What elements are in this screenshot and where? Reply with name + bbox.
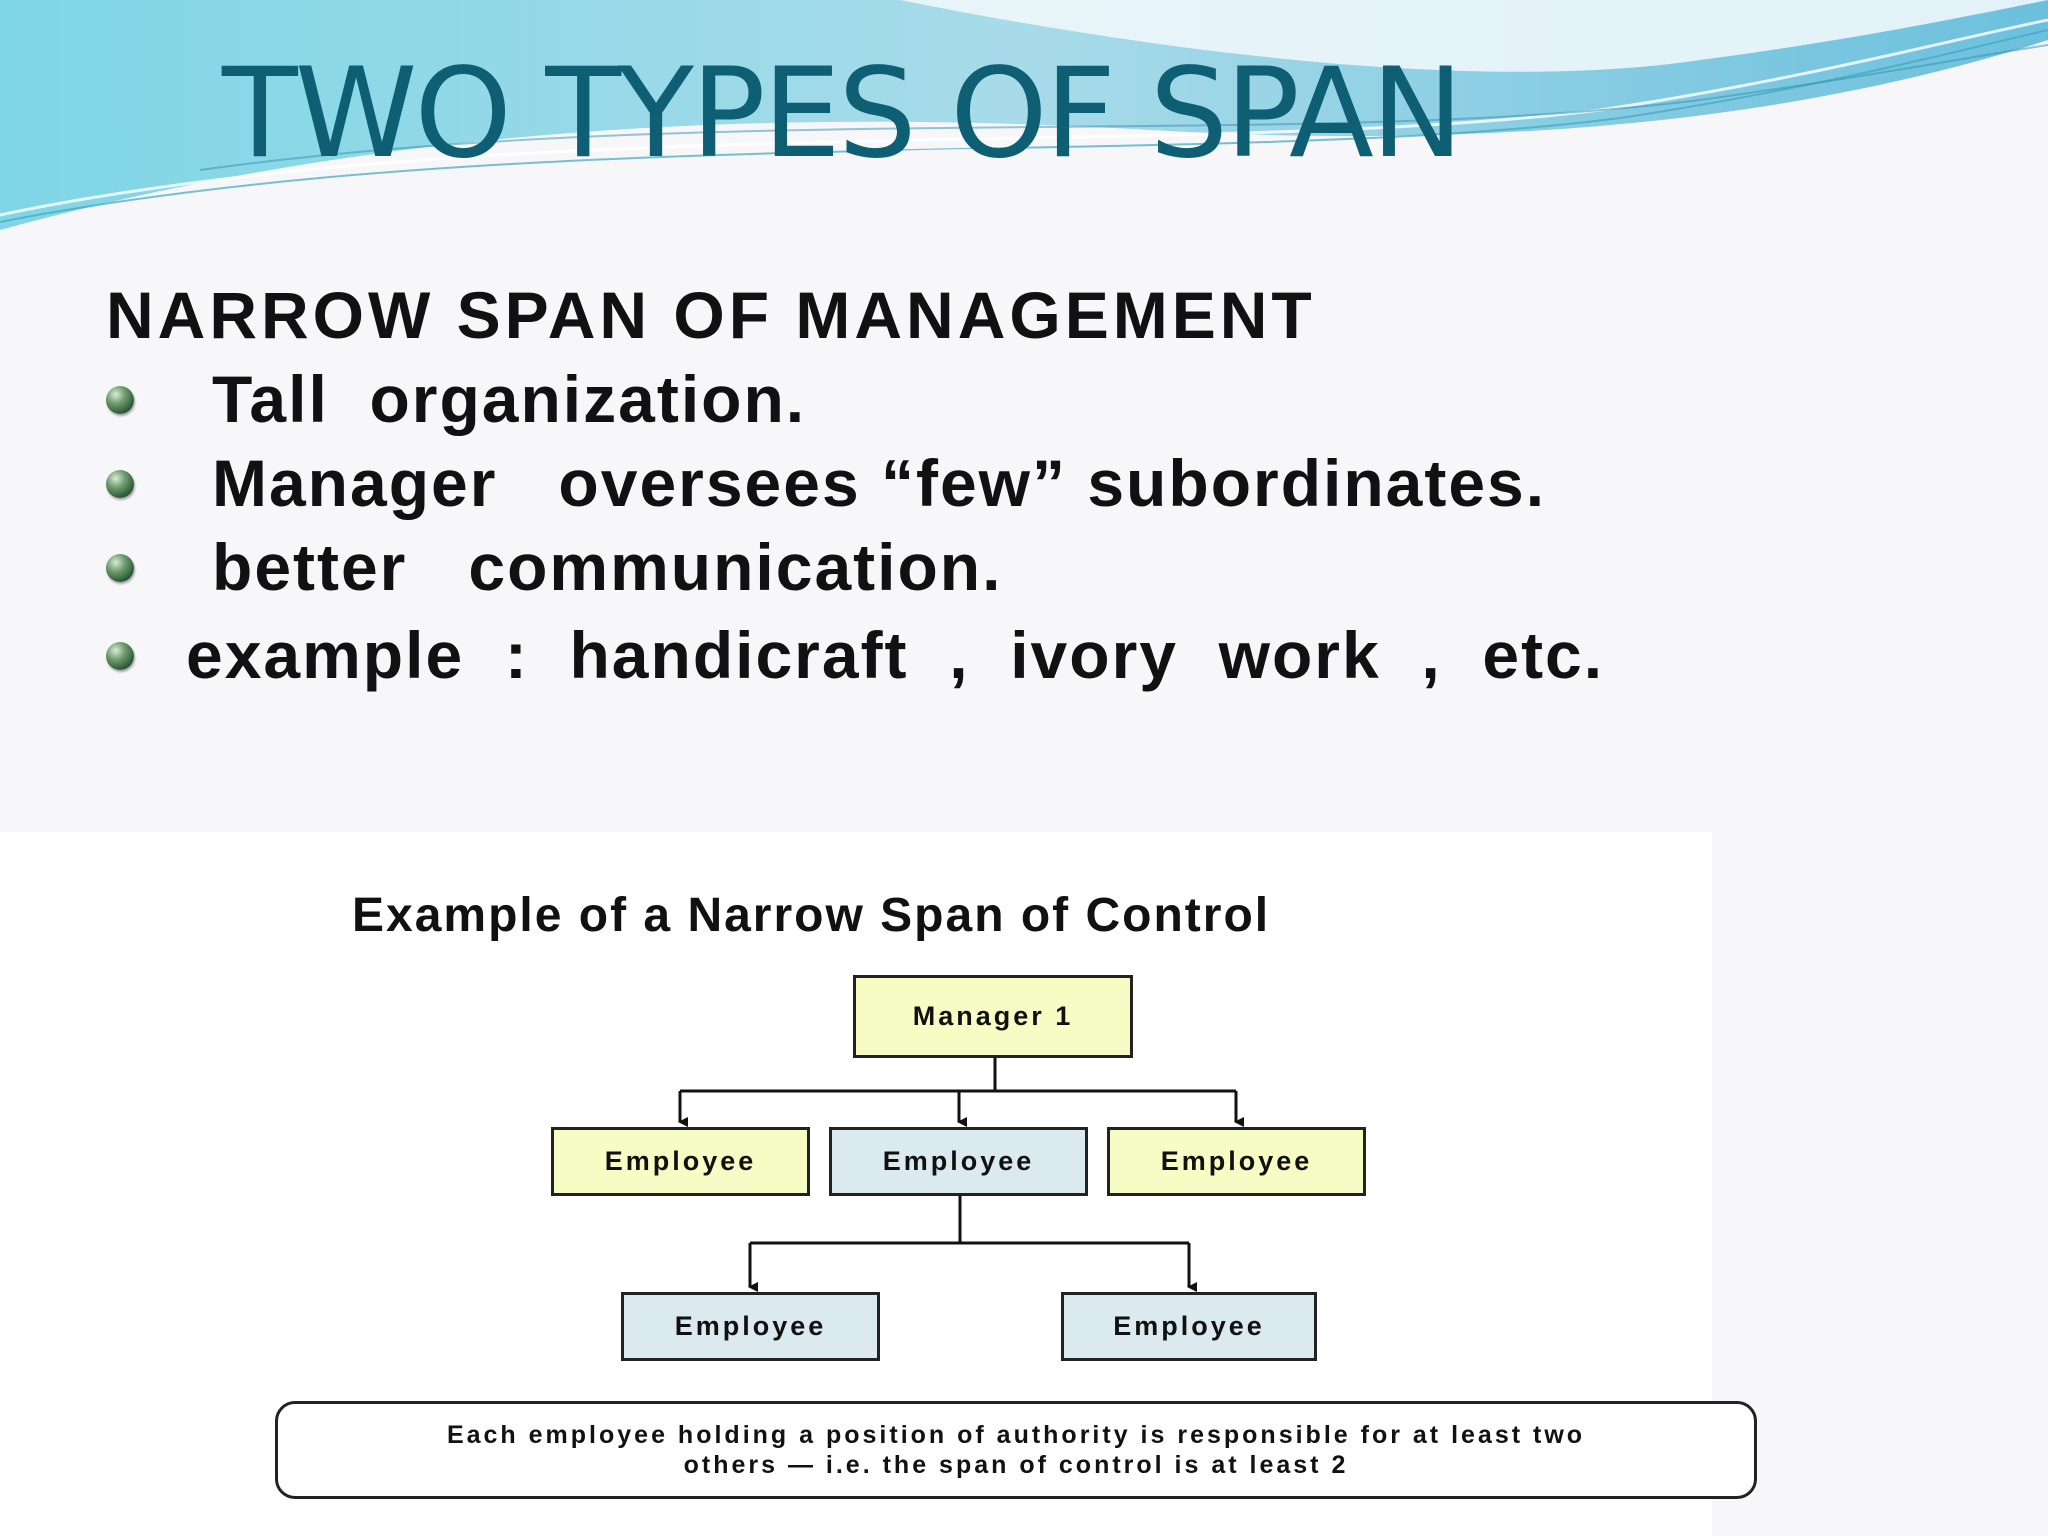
org-node-employee: Employee — [1061, 1292, 1317, 1361]
bullet-text: Manager oversees “few” subordinates. — [212, 446, 1547, 520]
note-line: others — i.e. the span of control is at least 2 — [683, 1451, 1349, 1479]
org-node-manager: Manager 1 — [853, 975, 1133, 1058]
org-node-employee: Employee — [1107, 1127, 1366, 1196]
note-line: Each employee holding a position of authority is responsible for at least two — [446, 1421, 1586, 1449]
bullet-text: example : handicraft , ivory work , etc. — [186, 618, 1605, 692]
bullet-text: Tall organization. — [212, 362, 807, 436]
bullet-text: better communication. — [212, 530, 1003, 604]
slide-title: TWO TYPES OF SPAN — [222, 42, 1461, 186]
figure-title: Example of a Narrow Span of Control — [352, 889, 1271, 942]
org-node-employee: Employee — [829, 1127, 1088, 1196]
org-node-employee: Employee — [621, 1292, 880, 1361]
section-heading: NARROW SPAN OF MANAGEMENT — [106, 278, 1316, 352]
figure-note-box — [275, 1401, 1757, 1499]
org-node-employee: Employee — [551, 1127, 810, 1196]
